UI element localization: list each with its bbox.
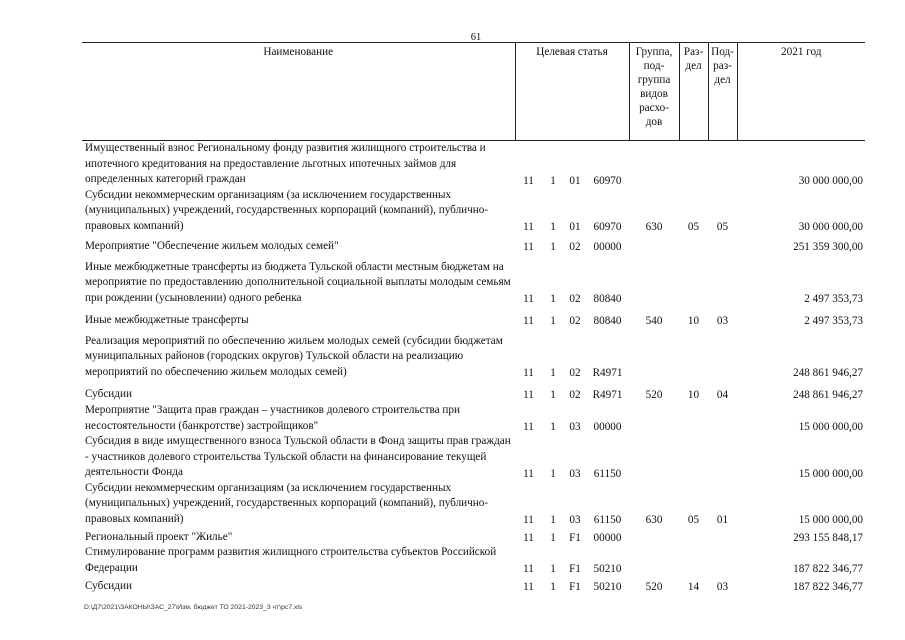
row-section	[679, 254, 708, 306]
row-target-program: 11	[523, 532, 534, 544]
row-subsection: 05	[716, 221, 729, 233]
row-amount-2021: 15 000 000,00	[798, 421, 864, 433]
row-expense-group: 520	[645, 389, 663, 401]
row-name: Реализация мероприятий по обеспечению жильем молодых семей (субсидии бюджетам муниципальных районов (городских округов) Тульской области на реализацию мероприятий по обеспечению жильем молодых семей)	[85, 334, 503, 378]
row-name: Имущественный взнос Региональному фонду развития жилищного строительства и ипотечного кредитования на предоставление льготных ипотечных займов для определенных категорий граждан	[85, 142, 486, 185]
row-target-program: 11	[523, 581, 534, 593]
row-section	[679, 527, 708, 545]
row-amount-2021: 187 822 346,77	[793, 563, 864, 575]
row-target-event: 02	[569, 367, 581, 379]
row-subsection: 03	[716, 315, 729, 327]
row-target-subprogram: 1	[550, 367, 556, 379]
row-target-program: 11	[523, 293, 534, 305]
header-year: 2021 год	[737, 43, 865, 141]
row-expense-group	[629, 527, 679, 545]
row-amount-2021: 2 497 353,73	[804, 315, 864, 327]
row-target-program: 11	[523, 563, 534, 575]
table-row	[82, 254, 865, 306]
table-row	[82, 527, 865, 545]
row-target-program: 11	[523, 514, 534, 526]
row-target-subprogram: 1	[550, 514, 556, 526]
row-expense-group: 630	[645, 221, 663, 233]
table-row	[82, 328, 865, 380]
row-amount-2021: 293 155 848,17	[793, 532, 864, 544]
row-subsection: 04	[716, 389, 729, 401]
row-subsection	[708, 141, 737, 188]
row-target-direction: 60970	[593, 221, 622, 233]
row-target-direction: 61150	[593, 514, 622, 526]
row-target-program: 11	[523, 467, 534, 480]
row-name: Иные межбюджетные трансферты	[85, 313, 249, 326]
row-target-program: 11	[523, 315, 534, 327]
row-section: 05	[687, 514, 700, 526]
row-expense-group	[629, 254, 679, 306]
table-header-row	[82, 43, 865, 141]
row-target-program: 11	[523, 367, 534, 379]
row-target-direction: 00000	[593, 532, 622, 544]
row-target-event: 01	[569, 174, 581, 187]
row-target-event: 02	[569, 293, 581, 305]
table-row	[82, 434, 865, 481]
footer-file-path: D:\Д7\2021\ЗАКОНЫ\ЗАС_27\Изм. бюджет ТО 2021-2023_3 чт\рс7.xls	[84, 604, 303, 611]
row-name: Мероприятие "Защита прав граждан – участников долевого строительства при несостоятельности (банкротстве) застройщиков"	[85, 404, 460, 432]
row-expense-group: 630	[645, 514, 663, 526]
row-target-direction: 50210	[593, 563, 622, 575]
row-subsection: 03	[716, 581, 729, 593]
table-row	[82, 234, 865, 254]
row-amount-2021: 251 359 300,00	[793, 241, 864, 253]
row-target-event: 02	[569, 315, 581, 327]
row-subsection	[708, 545, 737, 576]
row-target-subprogram: 1	[550, 563, 556, 575]
row-target-subprogram: 1	[550, 581, 556, 593]
row-name: Мероприятие "Обеспечение жильем молодых семей"	[85, 239, 339, 252]
row-expense-group	[629, 234, 679, 254]
row-expense-group	[629, 434, 679, 481]
row-target-event: 03	[569, 467, 581, 480]
row-section: 05	[687, 221, 700, 233]
row-target-event: 03	[569, 514, 581, 526]
row-target-program: 11	[523, 241, 534, 253]
row-section	[679, 141, 708, 188]
row-section	[679, 402, 708, 434]
row-name: Субсидии	[85, 579, 132, 592]
row-amount-2021: 15 000 000,00	[798, 467, 864, 480]
row-target-direction: 80840	[593, 315, 622, 327]
row-target-subprogram: 1	[550, 293, 556, 305]
header-subsection: Под-раз-дел	[708, 43, 737, 141]
table-row	[82, 188, 865, 235]
table-row	[82, 141, 865, 188]
header-group: Группа, под-группа видов расхо-дов	[629, 43, 679, 141]
row-name: Субсидия в виде имущественного взноса Тульской области в Фонд защиты прав граждан - участников долевого строительства Тульской области на финансирование текущей деятельности Фонда	[85, 435, 511, 478]
table-row	[82, 402, 865, 434]
row-target-subprogram: 1	[550, 315, 556, 327]
row-target-direction: 00000	[593, 241, 622, 253]
row-subsection	[708, 402, 737, 434]
row-target-program: 11	[523, 174, 534, 187]
row-subsection	[708, 234, 737, 254]
row-expense-group	[629, 141, 679, 188]
row-target-direction: 60970	[593, 174, 622, 187]
row-target-event: 01	[569, 221, 581, 233]
row-subsection	[708, 254, 737, 306]
row-section	[679, 434, 708, 481]
row-name: Региональный проект "Жилье"	[85, 530, 233, 543]
row-amount-2021: 30 000 000,00	[798, 174, 864, 187]
row-name: Иные межбюджетные трансферты из бюджета Тульской области местным бюджетам на мероприятие по предоставлению дополнительной социальной выплаты молодым семьям при рождении (усыновлении) одного ребенка	[85, 260, 511, 304]
row-expense-group	[629, 402, 679, 434]
row-target-direction: 00000	[593, 421, 622, 433]
table-row	[82, 380, 865, 402]
row-expense-group: 520	[645, 581, 663, 593]
table-row	[82, 576, 865, 594]
row-subsection: 01	[716, 514, 729, 526]
row-amount-2021: 2 497 353,73	[804, 293, 864, 305]
row-amount-2021: 30 000 000,00	[798, 221, 864, 233]
row-section: 10	[687, 315, 700, 327]
table-row	[82, 306, 865, 328]
row-name: Стимулирование программ развития жилищного строительства субъектов Российской Федерации	[85, 546, 497, 574]
row-target-event: 02	[569, 241, 581, 253]
row-target-subprogram: 1	[550, 467, 556, 480]
row-target-direction: R4971	[592, 389, 623, 401]
row-target-subprogram: 1	[550, 174, 556, 187]
row-subsection	[708, 434, 737, 481]
row-section	[679, 545, 708, 576]
page-number: 61	[470, 32, 482, 43]
row-amount-2021: 248 861 946,27	[793, 367, 864, 379]
row-target-direction: 80840	[593, 293, 622, 305]
budget-table	[82, 42, 865, 594]
row-target-subprogram: 1	[550, 421, 556, 433]
row-target-subprogram: 1	[550, 532, 556, 544]
row-target-event: 02	[569, 389, 581, 401]
row-name: Субсидии некоммерческим организациям (за исключением государственных (муниципальных) учреждений, государственных корпораций (компаний), публично-правовых компаний)	[85, 481, 489, 525]
table-row	[82, 545, 865, 576]
row-target-event: 03	[569, 421, 581, 433]
row-section	[679, 328, 708, 380]
header-target: Целевая статья	[515, 43, 629, 141]
table-row	[82, 481, 865, 528]
row-target-subprogram: 1	[550, 241, 556, 253]
row-name: Субсидии некоммерческим организациям (за исключением государственных (муниципальных) учреждений, государственных корпораций (компаний), публично-правовых компаний)	[85, 188, 489, 232]
row-name: Субсидии	[85, 387, 132, 400]
row-amount-2021: 187 822 346,77	[793, 581, 864, 593]
row-target-program: 11	[523, 221, 534, 233]
row-target-direction: 61150	[593, 467, 622, 480]
row-expense-group	[629, 328, 679, 380]
row-section	[679, 234, 708, 254]
row-target-direction: R4971	[592, 367, 623, 379]
row-subsection	[708, 328, 737, 380]
header-section: Раз-дел	[679, 43, 708, 141]
row-target-direction: 50210	[593, 581, 622, 593]
row-target-event: F1	[569, 581, 581, 593]
row-target-subprogram: 1	[550, 389, 556, 401]
row-section: 14	[687, 581, 700, 593]
row-amount-2021: 248 861 946,27	[793, 389, 864, 401]
row-amount-2021: 15 000 000,00	[798, 514, 864, 526]
row-target-program: 11	[523, 389, 534, 401]
row-expense-group: 540	[645, 315, 663, 327]
row-target-subprogram: 1	[550, 221, 556, 233]
row-section: 10	[687, 389, 700, 401]
row-target-event: F1	[569, 532, 581, 544]
row-target-program: 11	[523, 421, 534, 433]
header-name: Наименование	[82, 43, 515, 141]
row-subsection	[708, 527, 737, 545]
row-target-event: F1	[569, 563, 581, 575]
row-expense-group	[629, 545, 679, 576]
